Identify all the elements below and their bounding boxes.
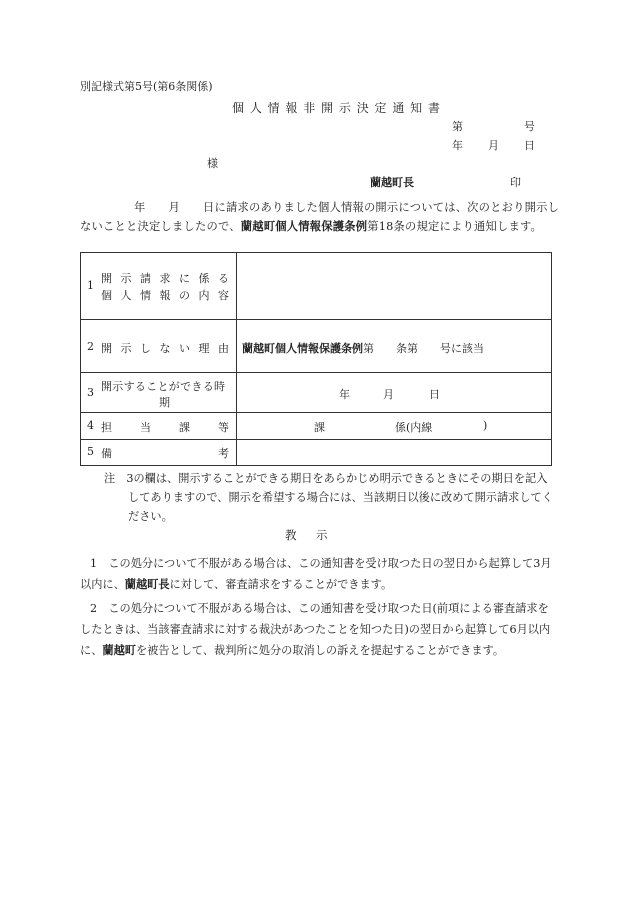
row-label-line1: 開示することができる時 [101, 380, 226, 393]
intro-paragraph [80, 198, 560, 236]
row-number: 5 [87, 445, 94, 458]
row-value-close: ) [483, 419, 488, 432]
intro-lead: 年 月 日に請求のありました個人情報の開示については、次のとおり開示しないことと決定しましたので、 [80, 201, 560, 233]
instruction-heading: 教 示 [285, 528, 332, 542]
row-value-year: 年 [339, 388, 350, 401]
issuer-name: 蘭越町長 [370, 176, 414, 189]
row-number: 4 [87, 419, 94, 432]
row-number: 2 [87, 340, 94, 353]
date-day: 日 [524, 139, 535, 152]
doc-number-go: 号 [524, 120, 535, 133]
table-row [81, 440, 551, 465]
table-row [81, 413, 551, 440]
row-label-line2: 個 人 情 報 の 内 容 [101, 289, 229, 302]
table-row [81, 253, 551, 320]
row-value-day: 日 [429, 388, 440, 401]
row-label-line1: 開 示 請 求 に 係 る [101, 272, 229, 285]
row-number: 1 [87, 279, 94, 292]
row-label-line2: 期 [159, 396, 170, 409]
row-label: 担 当 課 等 [101, 421, 229, 434]
row-value-month: 月 [383, 388, 394, 401]
table-row [81, 373, 551, 413]
footnote: 注 3の欄は、開示することができる期日をあらかじめ明示できるときにその期日を記入してありますので、開示を希望する場合には、当該期日以後に改めて開示請求してください。 [104, 472, 553, 523]
doc-number-dai: 第 [452, 120, 463, 133]
row-value-kakari: 係(内線 [395, 421, 433, 434]
row-value-ka: 課 [314, 421, 325, 434]
date-year: 年 [452, 139, 463, 152]
date-month: 月 [488, 139, 499, 152]
instruction-item-1: 1 この処分について不服がある場合は、この通知書を受け取つた日の翌日から起算して3月以内に、蘭越町長に対して、審査請求をすることができます。 [80, 557, 552, 591]
seal-mark: 印 [510, 176, 521, 189]
intro-tail: 第18条の規定により通知します。 [367, 220, 543, 233]
row-number: 3 [87, 386, 94, 399]
document-title: 個 人 情 報 非 開 示 決 定 通 知 書 [232, 101, 441, 115]
addressee-sama: 様 [207, 157, 218, 170]
row-label: 備 考 [101, 447, 229, 460]
intro-ordinance: 蘭越町個人情報保護条例 [240, 219, 368, 233]
table-row [81, 320, 551, 373]
form-reference: 別記様式第5号(第6条関係) [80, 80, 213, 93]
instruction-item-2: 2 この処分について不服がある場合は、この通知書を受け取つた日(前項による審査請求をしたときは、当該審査請求に対する裁決があつたことを知つた日)の翌日から起算して6月以内に、蘭越町を被告として、裁判所に処分の取消しの訴えを提起することができます。 [80, 602, 551, 657]
row-label: 開 示 し な い 理 由 [101, 342, 229, 355]
row-value: 蘭越町個人情報保護条例第 条第 号に該当 [242, 342, 484, 355]
notice-table [80, 252, 552, 466]
